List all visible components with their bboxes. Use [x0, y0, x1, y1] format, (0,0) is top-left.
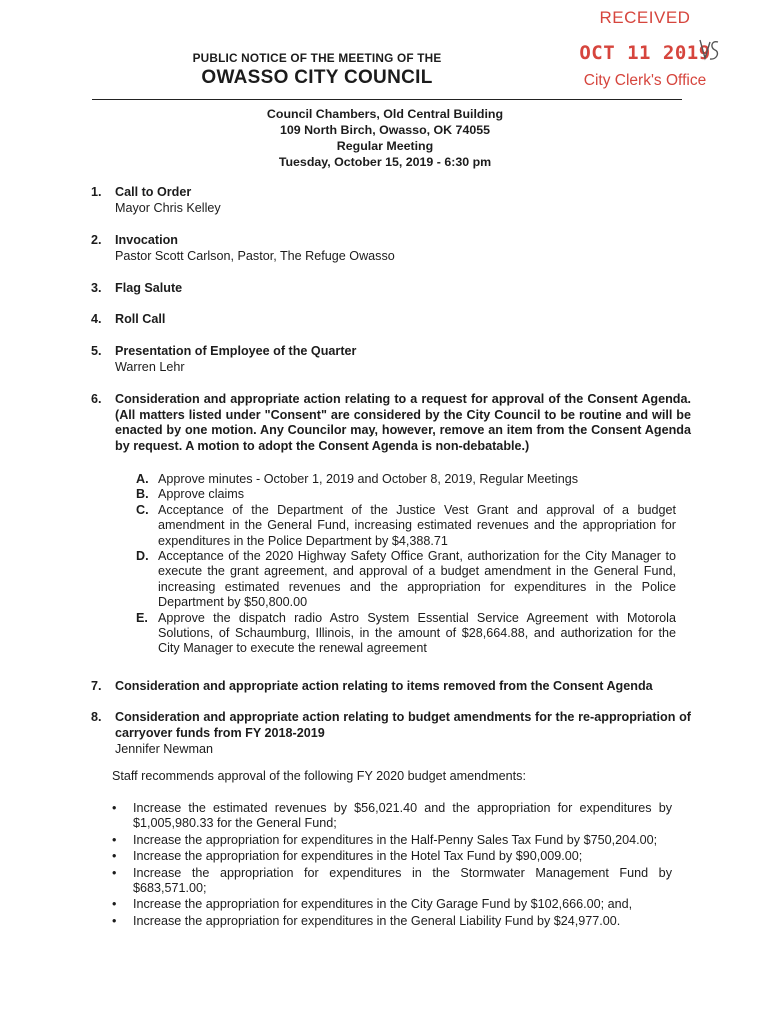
amendment-text: Increase the appropriation for expenditures in the Stormwater Management Fund by $683,571.00; [133, 865, 672, 896]
consent-item-e [136, 611, 676, 657]
consent-letter: A. [136, 472, 149, 486]
item-number: 3. [91, 281, 102, 295]
agenda-item-2 [91, 232, 691, 264]
agenda-item-7 [91, 678, 691, 694]
consent-text: Acceptance of the Department of the Justice Vest Grant and approval of a budget amendment in the General Fund, increasing estimated revenues and the appropriation for expenditures in the Police Department by $4,388.71 [158, 502, 676, 548]
item-presenter: Warren Lehr [115, 360, 185, 374]
item-presenter: Mayor Chris Kelley [115, 201, 221, 215]
notice-header [92, 51, 542, 89]
amendment-text: Increase the appropriation for expenditures in the City Garage Fund by $102,666.00; and, [133, 897, 633, 912]
agenda-item-1 [91, 184, 691, 216]
item-title: Flag Salute [115, 281, 183, 295]
budget-amendment-item [112, 801, 672, 832]
agenda-item-5 [91, 343, 691, 375]
item-number: 7. [91, 679, 102, 693]
staff-recommendation: Staff recommends approval of the following FY 2020 budget amendments: [112, 769, 526, 783]
venue-address: 109 North Birch, Owasso, OK 74055 [279, 123, 491, 137]
budget-amendment-item [112, 849, 672, 864]
item-number: 4. [91, 312, 102, 326]
consent-letter: D. [136, 549, 149, 564]
item-title: Invocation [115, 233, 178, 247]
item-presenter: Jennifer Newman [115, 742, 213, 756]
venue-block [200, 106, 570, 170]
item-title: Presentation of Employee of the Quarter [115, 344, 357, 358]
meeting-datetime: Tuesday, October 15, 2019 - 6:30 pm [278, 155, 492, 169]
notice-title: OWASSO CITY COUNCIL [201, 67, 433, 88]
bullet-glyph: • [112, 849, 117, 864]
stamp-office: City Clerk's Office [583, 72, 707, 89]
bullet-glyph: • [112, 913, 117, 928]
amendment-text: Increase the appropriation for expenditures in the Hotel Tax Fund by $90,009.00; [133, 849, 583, 864]
agenda-item-6 [91, 392, 691, 454]
item-title: Consideration and appropriate action relating to items removed from the Consent Agenda [115, 679, 653, 693]
venue-place: Council Chambers, Old Central Building [266, 107, 504, 121]
item-title: Consideration and appropriate action relating to a request for approval of the Consent Agenda. (All matters listed under "Consent" are considered by the City Council to be routine and will be enacted by one motion. Any Councilor may, however, remove an item from the Consent Agenda by request. A motion to adopt the Consent Agenda is non-debatable.) [115, 392, 691, 453]
stamp-received: RECEIVED [599, 8, 691, 27]
agenda-item-8 [91, 709, 691, 757]
budget-amendment-list [112, 801, 672, 930]
item-title: Call to Order [115, 185, 192, 199]
consent-item-d [136, 549, 676, 611]
item-number: 5. [91, 344, 102, 358]
item-number: 2. [91, 233, 102, 247]
consent-item-c [136, 503, 676, 549]
bullet-glyph: • [112, 897, 117, 912]
notice-subtitle: PUBLIC NOTICE OF THE MEETING OF THE [192, 51, 442, 65]
stamp-date: OCT 11 2019 [579, 42, 711, 64]
consent-letter: B. [136, 487, 149, 502]
bullet-glyph: • [112, 832, 117, 847]
item-title: Consideration and appropriate action relating to budget amendments for the re-appropriation of carryover funds from FY 2018-2019 [115, 710, 691, 740]
item-number: 8. [91, 710, 102, 724]
consent-text: Approve claims [158, 487, 245, 502]
handwritten-initials [697, 36, 721, 64]
bullet-glyph: • [112, 865, 117, 880]
consent-text: Acceptance of the 2020 Highway Safety Office Grant, authorization for the City Manager to execute the grant agreement, and approval of a budget amendment in the General Fund, increasing estimated revenues and the appropriation for expenditures in the Police Department by $50,800.00 [158, 549, 676, 610]
item-number: 1. [91, 185, 102, 199]
consent-letter: E. [136, 610, 148, 625]
budget-amendment-item [112, 897, 672, 912]
amendment-text: Increase the appropriation for expenditures in the General Liability Fund by $24,977.00. [133, 913, 621, 928]
amendment-text: Increase the appropriation for expenditures in the Half-Penny Sales Tax Fund by $750,204.00; [133, 832, 658, 847]
header-divider [92, 99, 682, 100]
consent-text: Approve minutes - October 1, 2019 and October 8, 2019, Regular Meetings [158, 472, 579, 486]
budget-amendment-item [112, 914, 672, 929]
budget-amendment-item [112, 866, 672, 897]
amendment-text: Increase the estimated revenues by $56,021.40 and the appropriation for expenditures by $1,005,980.33 for the General Fund; [133, 801, 672, 831]
item-presenter: Pastor Scott Carlson, Pastor, The Refuge Owasso [115, 249, 395, 263]
bullet-glyph: • [112, 801, 117, 815]
meeting-type: Regular Meeting [336, 139, 434, 153]
agenda-item-3 [91, 280, 691, 296]
item-title: Roll Call [115, 312, 166, 326]
consent-item-b [136, 487, 676, 502]
consent-agenda-list [136, 472, 676, 657]
budget-amendment-item [112, 833, 672, 848]
consent-text: Approve the dispatch radio Astro System Essential Service Agreement with Motorola Solutions, of Schaumburg, Illinois, in the amount of $28,664.88, and authorization for the City Manager to execute the renewal agreement [158, 610, 676, 656]
item-number: 6. [91, 392, 102, 406]
consent-letter: C. [136, 502, 149, 517]
agenda-item-4 [91, 311, 691, 327]
consent-item-a [136, 472, 676, 487]
